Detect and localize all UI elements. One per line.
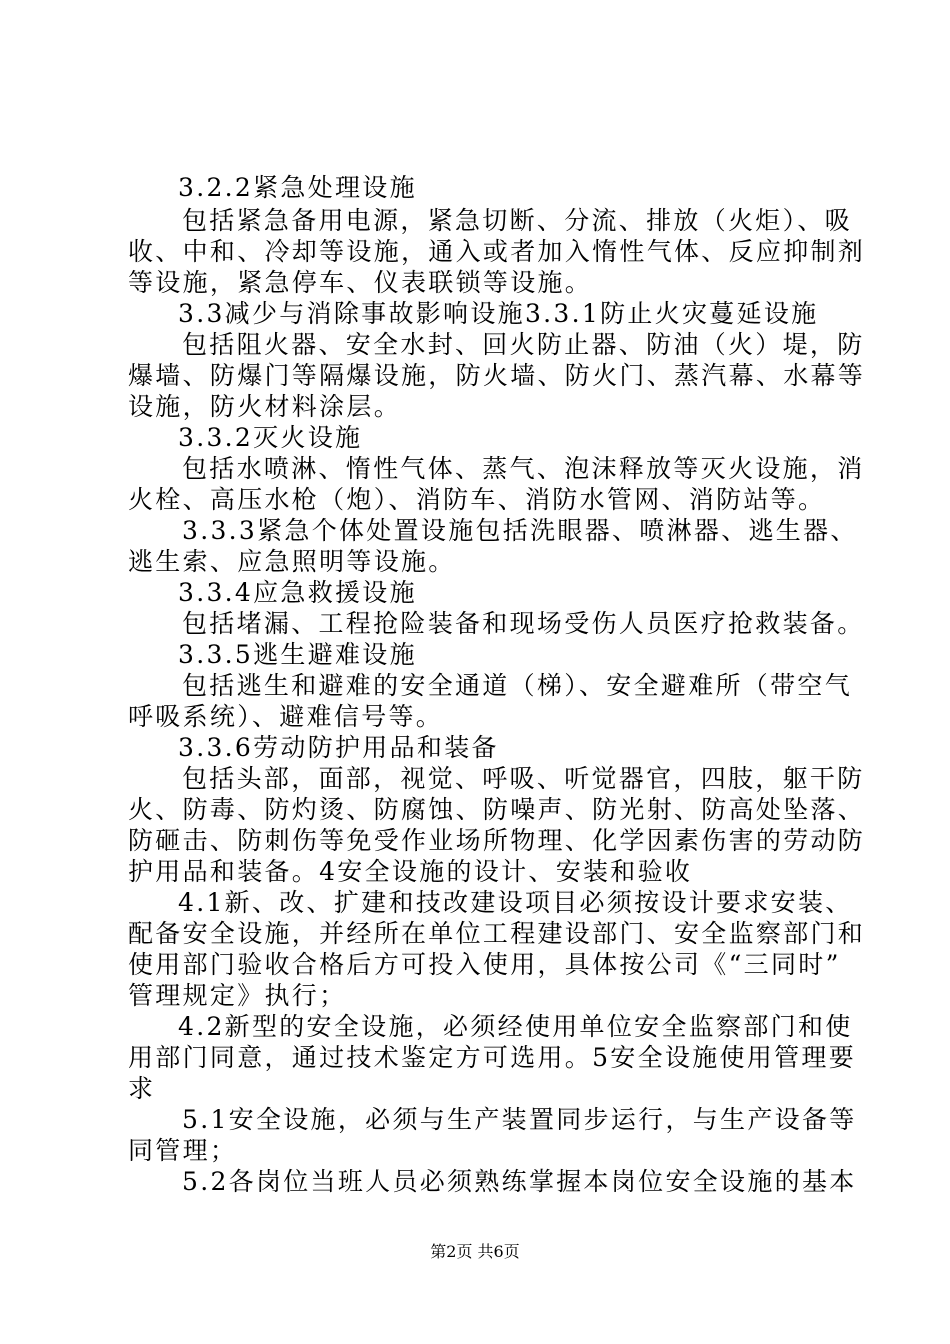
text-line: 包括堵漏、工程抢险装备和现场受伤人员医疗抢救装备。 xyxy=(182,609,865,638)
text-line: 火、防毒、防灼烫、防腐蚀、防噪声、防光射、防高处坠落、 xyxy=(128,795,866,824)
text-line: 包括紧急备用电源，紧急切断、分流、排放（火炬）、吸 xyxy=(182,206,853,235)
text-line: 4.1新、改、扩建和技改建设项目必须按设计要求安装、 xyxy=(178,888,853,917)
text-line: 逃生索、应急照明等设施。 xyxy=(128,547,456,576)
page-footer: 第2页 共6页 xyxy=(430,1242,520,1261)
text-line: 3.3减少与消除事故影响设施3.3.1防止火灾蔓延设施 xyxy=(178,299,819,328)
text-line: 设施，防火材料涂层。 xyxy=(128,392,402,421)
text-line: 4.2新型的安全设施，必须经使用单位安全监察部门和使 xyxy=(178,1012,853,1041)
text-line: 包括阻火器、安全水封、回火防止器、防油（火）堤，防 xyxy=(182,330,865,359)
text-line: 3.2.2紧急处理设施 xyxy=(178,173,417,202)
text-line: 管理规定》执行； xyxy=(128,981,347,1010)
text-line: 5.1安全设施，必须与生产装置同步运行，与生产设备等 xyxy=(182,1105,857,1134)
text-line: 同管理； xyxy=(128,1136,238,1165)
text-line: 呼吸系统）、避难信号等。 xyxy=(128,702,444,731)
text-line: 3.3.2灭火设施 xyxy=(178,423,363,452)
text-line: 收、中和、冷却等设施，通入或者加入惰性气体、反应抑制剂 xyxy=(128,237,866,266)
text-line: 5.2各岗位当班人员必须熟练掌握本岗位安全设施的基本 xyxy=(182,1167,857,1196)
text-line: 3.3.4应急救援设施 xyxy=(178,578,417,607)
text-line: 配备安全设施，并经所在单位工程建设部门、安全监察部门和 xyxy=(128,919,866,948)
text-line: 火栓、高压水枪（炮）、消防车、消防水管网、消防站等。 xyxy=(128,485,826,514)
text-line: 用部门同意，通过技术鉴定方可选用。5安全设施使用管理要 xyxy=(128,1043,857,1072)
text-line: 等设施，紧急停车、仪表联锁等设施。 xyxy=(128,268,593,297)
text-line: 3.3.6劳动防护用品和装备 xyxy=(178,733,499,762)
text-line: 使用部门验收合格后方可投入使用，具体按公司《“三同时” xyxy=(128,950,841,979)
text-line: 3.3.3紧急个体处置设施包括洗眼器、喷淋器、逃生器、 xyxy=(182,516,858,545)
text-line: 3.3.5逃生避难设施 xyxy=(178,640,417,669)
text-line: 包括逃生和避难的安全通道（梯）、安全避难所（带空气 xyxy=(182,671,853,700)
text-line: 求 xyxy=(128,1074,156,1103)
text-line: 防砸击、防刺伤等免受作业场所物理、化学因素伤害的劳动防 xyxy=(128,826,866,855)
text-line: 爆墙、防爆门等隔爆设施，防火墙、防火门、蒸汽幕、水幕等 xyxy=(128,361,866,390)
text-line: 包括头部，面部，视觉、呼吸、听觉器官，四肢，躯干防 xyxy=(182,764,865,793)
text-line: 包括水喷淋、惰性气体、蒸气、泡沫释放等灭火设施，消 xyxy=(182,454,865,483)
text-line: 护用品和装备。4安全设施的设计、安装和验收 xyxy=(128,857,693,886)
